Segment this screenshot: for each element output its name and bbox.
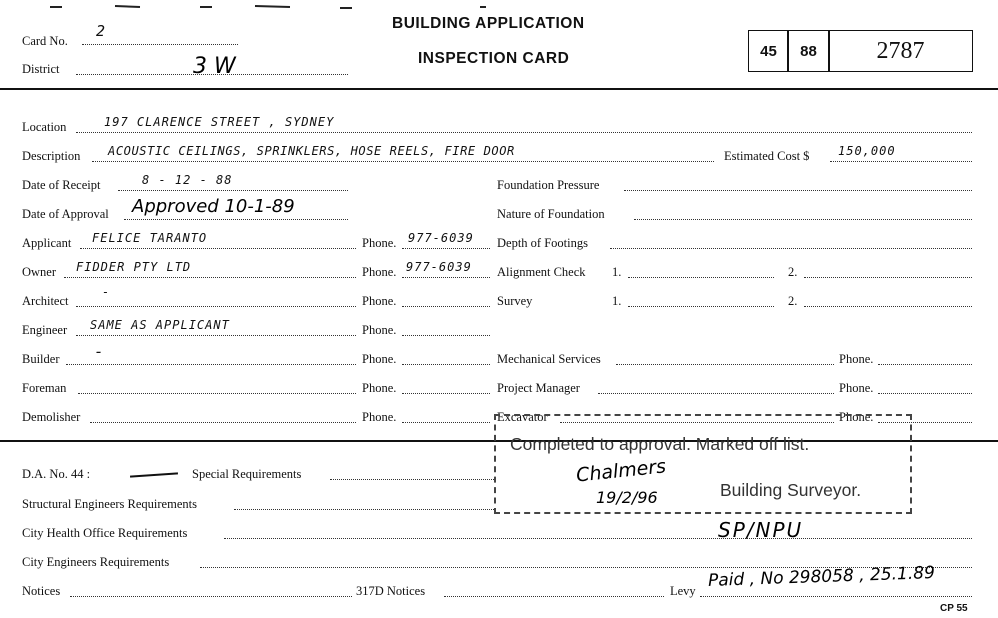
estimated-cost-value: 150,000 xyxy=(838,144,896,158)
builder-line xyxy=(66,364,356,365)
da-no-label: D.A. No. 44 : xyxy=(22,467,91,481)
health-requirements-label: City Health Office Requirements xyxy=(22,526,188,540)
survey-2-line xyxy=(804,306,972,307)
estimated-cost-label: Estimated Cost $ xyxy=(724,149,810,163)
health-requirements-line xyxy=(224,538,972,539)
date-of-receipt-value: 8 - 12 - 88 xyxy=(142,173,233,187)
district-label: District xyxy=(22,62,60,76)
location-line xyxy=(76,132,972,133)
engineers-requirements-label: City Engineers Requirements xyxy=(22,555,170,569)
notices-317d-line xyxy=(444,596,664,597)
architect-phone-line xyxy=(402,306,490,307)
card-number-box xyxy=(828,30,973,72)
district-value: 3 W xyxy=(193,54,236,79)
survey-2-label: 2. xyxy=(788,294,798,308)
da-no-dash xyxy=(130,472,178,477)
code-a: 45 xyxy=(760,42,777,60)
location-label: Location xyxy=(22,120,67,134)
structural-requirements-line xyxy=(234,509,494,510)
notices-317d-label: 317D Notices xyxy=(356,584,426,598)
owner-phone-label: Phone. xyxy=(362,265,397,279)
demolisher-phone-label: Phone. xyxy=(362,410,397,424)
depth-of-footings-label: Depth of Footings xyxy=(497,236,588,250)
survey-1-line xyxy=(628,306,774,307)
date-of-approval-label: Date of Approval xyxy=(22,207,109,221)
excavator-label: Excavator xyxy=(497,410,548,424)
alignment-check-1-line xyxy=(628,277,774,278)
foundation-pressure-label: Foundation Pressure xyxy=(497,178,600,192)
top-edge-marks xyxy=(0,0,998,6)
code-b-box xyxy=(787,30,830,72)
applicant-label: Applicant xyxy=(22,236,72,250)
initials: SP/NPU xyxy=(718,518,804,542)
alignment-check-2-label: 2. xyxy=(788,265,798,279)
date-of-receipt-label: Date of Receipt xyxy=(22,178,101,192)
description-line xyxy=(92,161,714,162)
builder-label: Builder xyxy=(22,352,60,366)
applicant-phone-label: Phone. xyxy=(362,236,397,250)
owner-label: Owner xyxy=(22,265,57,279)
header-divider xyxy=(0,88,998,90)
card-no-value: 2 xyxy=(96,22,107,40)
estimated-cost-line xyxy=(830,161,972,162)
owner-phone-line xyxy=(402,277,490,278)
card-no-line xyxy=(82,44,238,45)
owner-line xyxy=(64,277,356,278)
engineer-line xyxy=(76,335,356,336)
project-manager-label: Project Manager xyxy=(497,381,580,395)
top-edge-scratches xyxy=(0,5,998,13)
depth-of-footings-line xyxy=(610,248,972,249)
project-manager-phone-line xyxy=(878,393,972,394)
excavator-phone-label: Phone. xyxy=(839,410,874,424)
engineer-phone-line xyxy=(402,335,490,336)
levy-label: Levy xyxy=(670,584,696,598)
special-requirements-line xyxy=(330,479,494,480)
levy-value: Paid , No 298058 , 25.1.89 xyxy=(707,563,936,591)
completion-stamp xyxy=(494,414,912,514)
description-value: ACOUSTIC CEILINGS, SPRINKLERS, HOSE REELS, FIRE DOOR xyxy=(108,144,515,158)
mechanical-phone-line xyxy=(878,364,972,365)
stamp-line-2: Building Surveyor. xyxy=(720,480,862,500)
date-of-approval-value: Approved 10-1-89 xyxy=(132,196,295,217)
survey-label: Survey xyxy=(497,294,533,308)
location-value: 197 CLARENCE STREET , SYDNEY xyxy=(104,115,335,129)
alignment-check-2-line xyxy=(804,277,972,278)
alignment-check-1-label: 1. xyxy=(612,265,622,279)
architect-label: Architect xyxy=(22,294,69,308)
date-of-approval-line xyxy=(124,219,348,220)
applicant-phone-line xyxy=(402,248,490,249)
notices-label: Notices xyxy=(22,584,61,598)
project-manager-line xyxy=(598,393,834,394)
applicant-phone-value: 977-6039 xyxy=(408,231,474,245)
card-no-label: Card No. xyxy=(22,34,68,48)
special-requirements-label: Special Requirements xyxy=(192,467,302,481)
notices-line xyxy=(70,596,352,597)
date-of-receipt-line xyxy=(118,190,348,191)
builder-phone-label: Phone. xyxy=(362,352,397,366)
mechanical-phone-label: Phone. xyxy=(839,352,874,366)
alignment-check-label: Alignment Check xyxy=(497,265,586,279)
code-b: 88 xyxy=(800,42,817,60)
form-code: CP 55 xyxy=(940,603,968,614)
title-line-1: BUILDING APPLICATION xyxy=(392,15,585,32)
applicant-value: FELICE TARANTO xyxy=(92,231,208,245)
foreman-phone-line xyxy=(402,393,490,394)
mechanical-services-line xyxy=(616,364,834,365)
architect-line xyxy=(76,306,356,307)
demolisher-label: Demolisher xyxy=(22,410,81,424)
applicant-line xyxy=(80,248,356,249)
foreman-label: Foreman xyxy=(22,381,67,395)
code-a-box xyxy=(748,30,789,72)
engineer-label: Engineer xyxy=(22,323,68,337)
builder-phone-line xyxy=(402,364,490,365)
engineer-phone-label: Phone. xyxy=(362,323,397,337)
card-number: 2787 xyxy=(876,37,925,64)
levy-line xyxy=(700,596,972,597)
project-manager-phone-label: Phone. xyxy=(839,381,874,395)
foreman-phone-label: Phone. xyxy=(362,381,397,395)
structural-requirements-label: Structural Engineers Requirements xyxy=(22,497,197,511)
foundation-pressure-line xyxy=(624,190,972,191)
stamp-date: 19/2/96 xyxy=(596,488,658,507)
title-line-2: INSPECTION CARD xyxy=(418,50,570,67)
survey-1-label: 1. xyxy=(612,294,622,308)
architect-phone-label: Phone. xyxy=(362,294,397,308)
foreman-line xyxy=(78,393,356,394)
stamp-line-1: Completed to approval. Marked off list. xyxy=(510,434,810,454)
nature-of-foundation-line xyxy=(634,219,972,220)
nature-of-foundation-label: Nature of Foundation xyxy=(497,207,605,221)
owner-phone-value: 977-6039 xyxy=(406,260,472,274)
description-label: Description xyxy=(22,149,81,163)
demolisher-line xyxy=(90,422,356,423)
mechanical-services-label: Mechanical Services xyxy=(497,352,601,366)
demolisher-phone-line xyxy=(402,422,490,423)
stamp-signature: Chalmers xyxy=(575,455,668,487)
owner-value: FIDDER PTY LTD xyxy=(76,260,192,274)
engineer-value: SAME AS APPLICANT xyxy=(90,318,230,332)
builder-value: - xyxy=(94,342,105,361)
architect-value: - xyxy=(102,285,111,299)
